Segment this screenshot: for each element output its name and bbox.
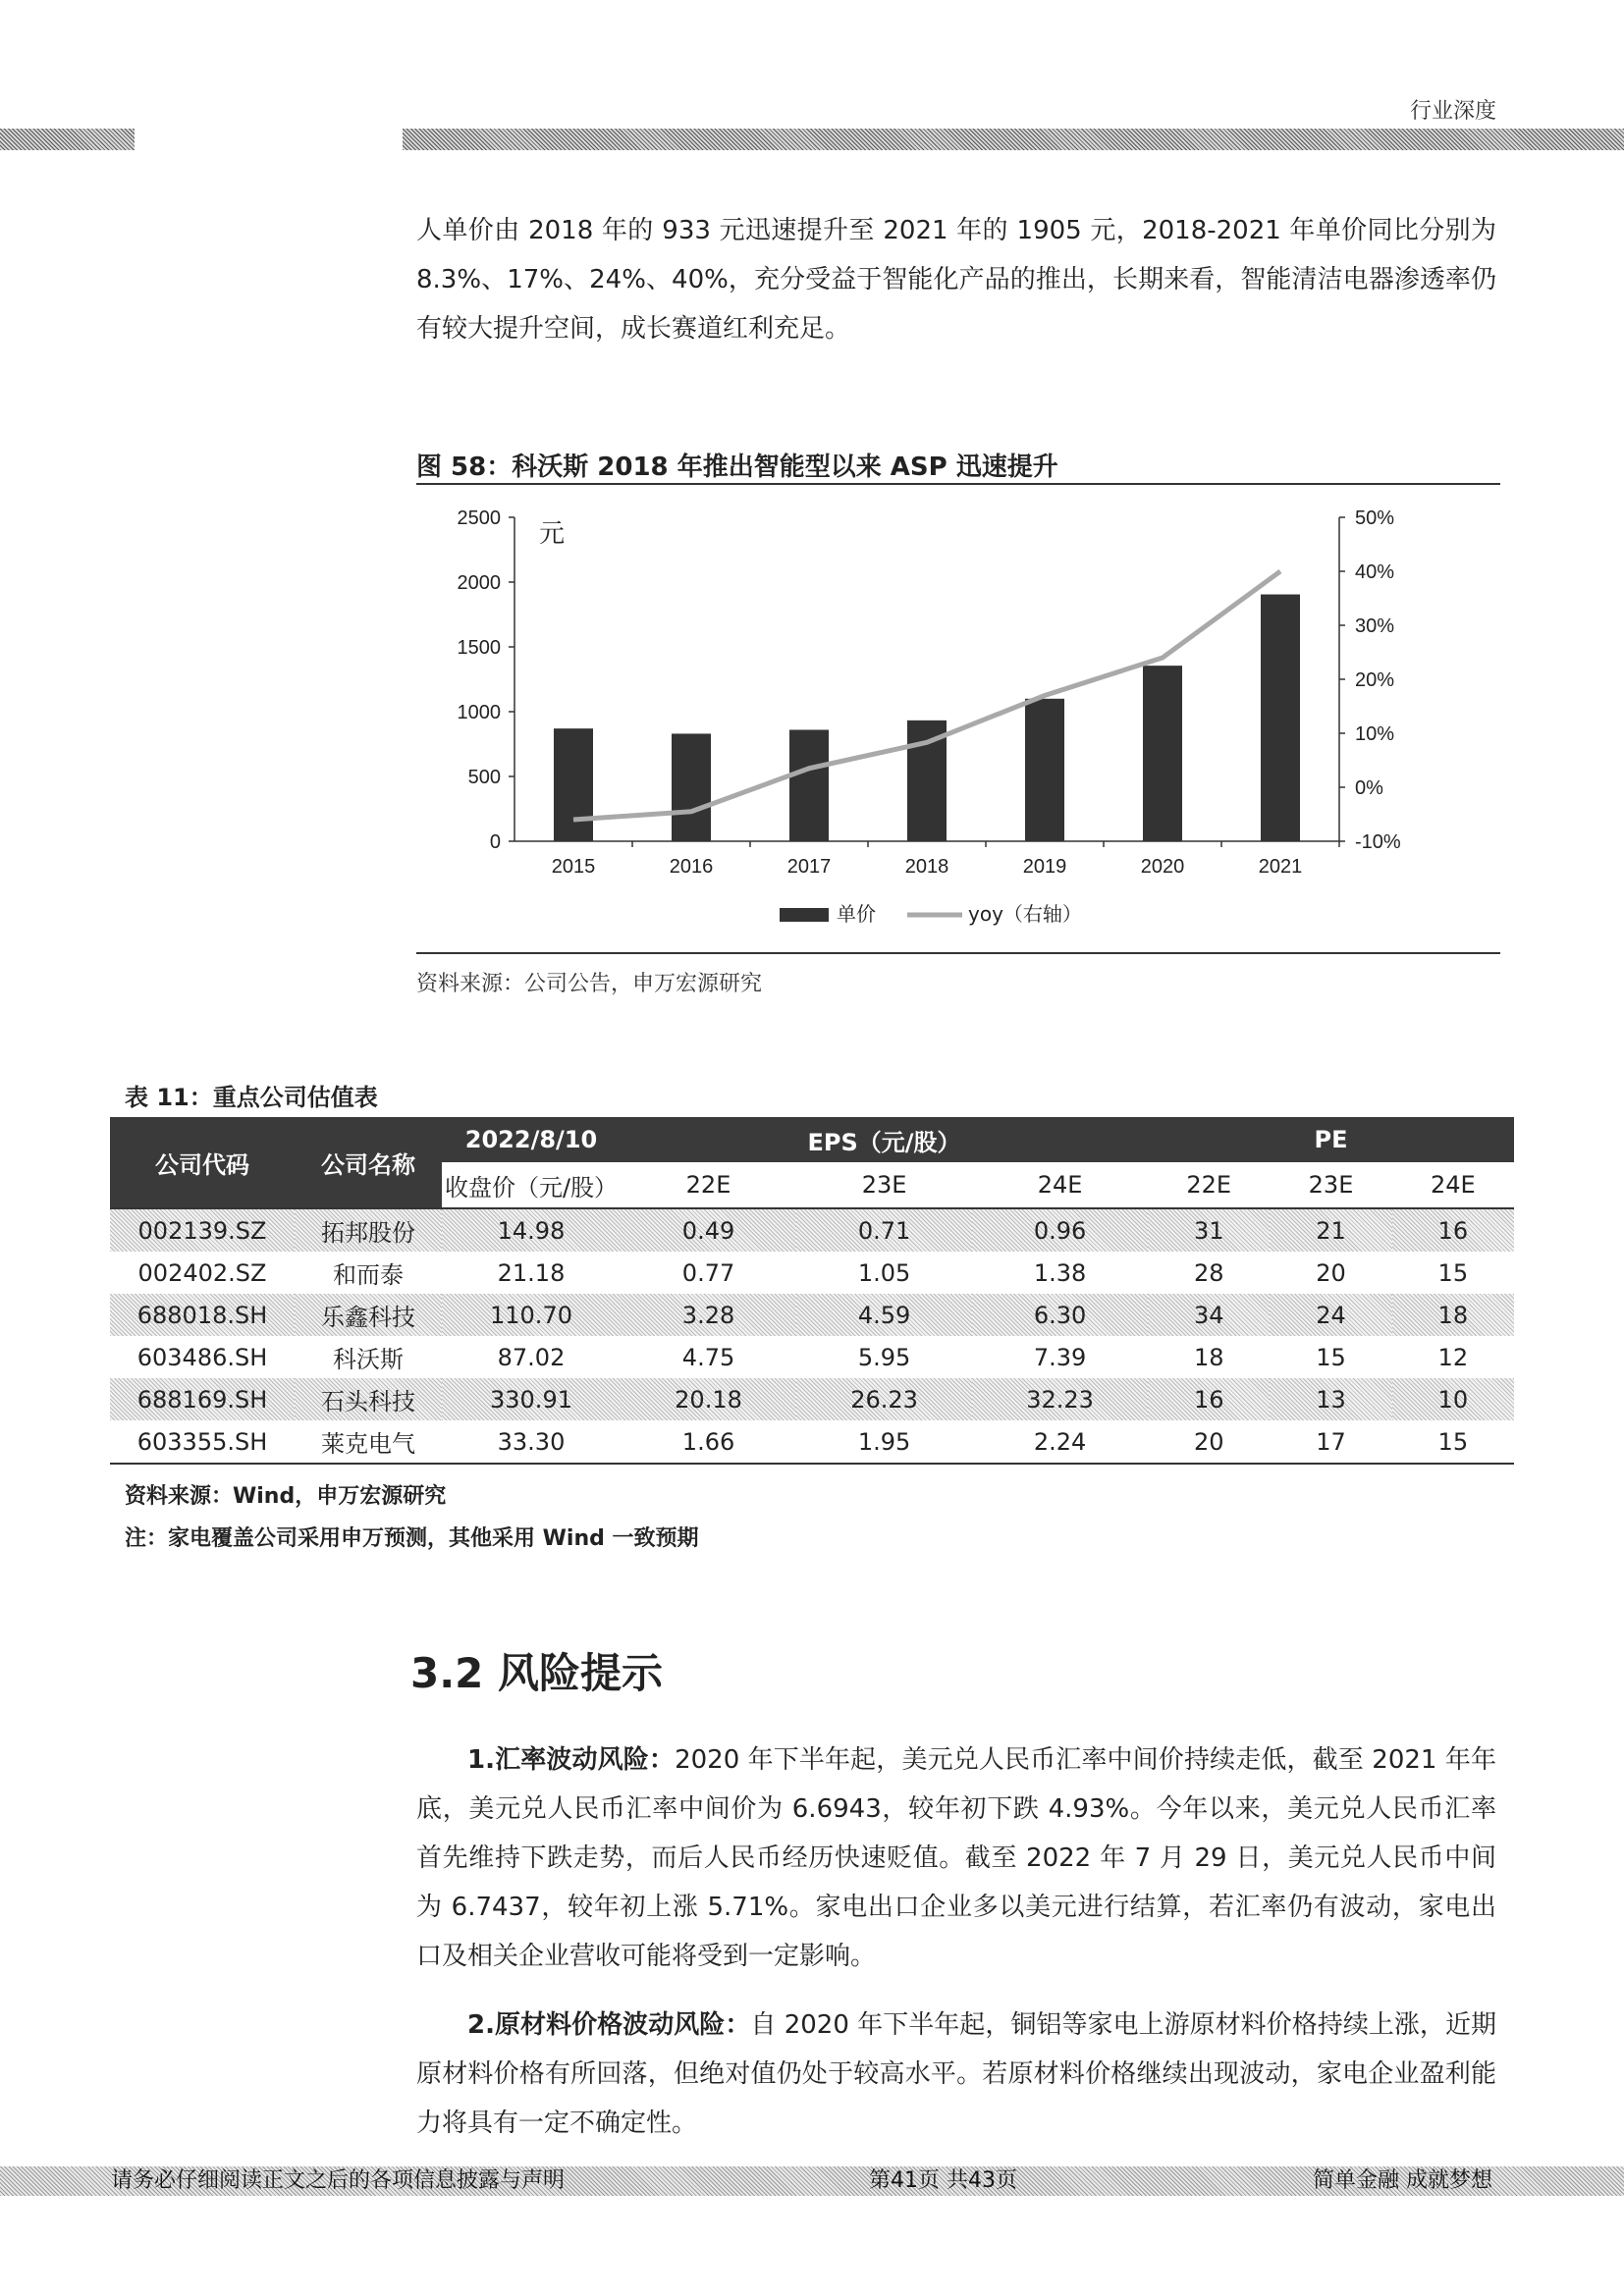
table-cell: 330.91: [442, 1378, 621, 1420]
table-cell: 002402.SZ: [137, 1258, 267, 1287]
risk-body: 自 2020 年下半年起，铜铝等家电上游原材料价格持续上涨，近期原材料价格有所回落，但绝对值仍处于较高水平。若原材料价格继续出现波动，家电企业盈利能力将具有一定不确定性。: [416, 2010, 1497, 2138]
x-tick-label: 2016: [669, 856, 714, 878]
table-row: [110, 1378, 1514, 1420]
intro-paragraph: 人单价由 2018 年的 933 元迅速提升至 2021 年的 1905 元，2018-2021 年单价同比分别为 8.3%、17%、24%、40%，充分受益于智能化产品的推出，长期来看，智能清洁电器渗透率仍有较大提升空间，成长赛道红利充足。: [416, 216, 1496, 344]
table-cell: 34: [1148, 1294, 1270, 1336]
header-bar-right: [403, 129, 1624, 150]
table-row: [110, 1420, 1514, 1464]
header-group-date: 2022/8/10: [442, 1117, 621, 1162]
x-tick-label: 2020: [1140, 856, 1185, 878]
table-cell: 33.30: [442, 1420, 621, 1464]
table-cell: 26.23: [796, 1378, 972, 1420]
bar: [1143, 666, 1182, 841]
y-left-unit: 元: [539, 519, 566, 549]
x-tick-label: 2017: [786, 856, 832, 878]
table-row: [110, 1336, 1514, 1378]
risk-paragraph-materials: [416, 2001, 1496, 2148]
table-cell: 0.71: [796, 1208, 972, 1252]
figure-bottom-rule: [416, 952, 1500, 954]
table-cell: 5.95: [857, 1343, 911, 1371]
table-cell: 1.05: [857, 1258, 911, 1287]
bar: [554, 728, 593, 841]
bar: [672, 733, 711, 841]
legend-bar-label: 单价: [837, 902, 876, 926]
table-cell: 24: [1270, 1294, 1391, 1336]
x-tick-label: 2021: [1258, 856, 1303, 878]
table-cell: 21: [1270, 1208, 1391, 1252]
section-heading: 3.2 风险提示: [410, 1649, 664, 1697]
sub-header: 24E: [1392, 1162, 1514, 1208]
table-title: 表 11：重点公司估值表: [125, 1084, 378, 1111]
figure-title: 图 58：科沃斯 2018 年推出智能型以来 ASP 迅速提升: [416, 453, 1058, 482]
table-cell: 603486.SH: [136, 1343, 268, 1371]
y-right-tick-label: 20%: [1355, 669, 1395, 691]
footer-disclaimer: 请务必仔细阅读正文之后的各项信息披露与声明: [111, 2168, 566, 2193]
table-cell: 20: [1148, 1420, 1270, 1464]
sub-header: 24E: [972, 1162, 1148, 1208]
bar: [789, 729, 829, 841]
header-label: 行业深度: [1409, 99, 1496, 124]
table-cell: 13: [1270, 1378, 1391, 1420]
footer-slogan: 简单金融 成就梦想: [1313, 2168, 1492, 2193]
y-right-tick-label: 40%: [1355, 561, 1395, 583]
table-cell: 6.30: [972, 1294, 1148, 1336]
y-left-tick-label: 500: [467, 767, 501, 788]
asp-chart: [416, 491, 1500, 947]
risk-lead: 2.原材料价格波动风险：: [467, 2010, 751, 2040]
x-tick-label: 2018: [904, 856, 949, 878]
table-cell: 21.18: [497, 1258, 566, 1287]
table-cell: 14.98: [442, 1208, 621, 1252]
table-cell: 2.24: [972, 1420, 1148, 1464]
table-cell: 20.18: [621, 1378, 796, 1420]
risk-body: 2020 年下半年起，美元兑人民币汇率中间价持续走低，截至 2021 年年底，美元兑人民币汇率中间价为 6.6943，较年初下跌 4.93%。今年以来，美元兑人民币汇率首先维持下跌走势，而后人民币经历快速贬值。截至 2022 年 7 月 29 日，美元兑人民币中间为 6.7437，较年初上涨 5.71%。家电出口企业多以美元进行结算，若汇率仍有波动，家电出口及相关企业营收可能将受到一定影响。: [416, 1745, 1496, 1971]
table-cell: 15: [1437, 1258, 1469, 1287]
table-cell: 18: [1392, 1294, 1514, 1336]
y-right-tick-label: 50%: [1355, 507, 1395, 529]
table-cell: 12: [1437, 1343, 1469, 1371]
table-cell: 20: [1316, 1258, 1346, 1287]
bar: [1261, 595, 1300, 841]
y-right-tick-label: 0%: [1355, 777, 1383, 799]
table-cell: 15: [1316, 1343, 1346, 1371]
table-cell: 科沃斯: [333, 1346, 404, 1373]
figure-top-rule: [416, 483, 1500, 485]
header-code: 公司代码: [110, 1117, 295, 1208]
sub-header: 22E: [621, 1162, 796, 1208]
header-name: 公司名称: [295, 1117, 442, 1208]
header-group-pe: PE: [1148, 1117, 1514, 1162]
table-cell: 688018.SH: [110, 1294, 295, 1336]
sub-header: 23E: [1270, 1162, 1391, 1208]
figure-source: 资料来源：公司公告，申万宏源研究: [416, 972, 763, 996]
table-cell: 和而泰: [333, 1261, 404, 1289]
table-row: [110, 1294, 1514, 1336]
table-cell: 002139.SZ: [110, 1208, 295, 1252]
table-cell: 603355.SH: [110, 1420, 295, 1464]
header-bar-left: [0, 129, 135, 150]
y-left-tick-label: 2000: [457, 572, 501, 594]
risk-paragraph-exchange: [416, 1735, 1496, 1981]
table-cell: 莱克电气: [295, 1420, 442, 1464]
table-cell: 7.39: [1033, 1343, 1087, 1371]
bar: [1025, 699, 1064, 841]
table-cell: 688169.SH: [110, 1378, 295, 1420]
table-cell: 16: [1148, 1378, 1270, 1420]
table-cell: 0.77: [681, 1258, 735, 1287]
table-source: 资料来源：Wind，申万宏源研究: [125, 1484, 447, 1509]
table-row: [110, 1208, 1514, 1252]
x-tick-label: 2015: [551, 856, 596, 878]
footer-page-number: 第41页 共43页: [869, 2168, 1017, 2193]
y-right-tick-label: 10%: [1355, 723, 1395, 745]
y-right-tick-label: -10%: [1355, 831, 1401, 853]
x-tick-label: 2019: [1022, 856, 1067, 878]
table-row: [110, 1252, 1514, 1294]
legend-bar-swatch: [780, 908, 829, 922]
table-cell: 石头科技: [295, 1378, 442, 1420]
y-left-tick-label: 1500: [457, 637, 501, 659]
table-cell: 87.02: [497, 1343, 566, 1371]
sub-header: 22E: [1148, 1162, 1270, 1208]
table-cell: 1.95: [796, 1420, 972, 1464]
sub-header: 23E: [796, 1162, 972, 1208]
table-cell: 28: [1193, 1258, 1224, 1287]
legend-line-label: yoy（右轴）: [968, 902, 1082, 926]
y-left-tick-label: 1000: [457, 702, 501, 723]
table-cell: 32.23: [972, 1378, 1148, 1420]
table-cell: 15: [1392, 1420, 1514, 1464]
table-cell: 4.75: [681, 1343, 735, 1371]
table-cell: 3.28: [621, 1294, 796, 1336]
risk-lead: 1.汇率波动风险：: [467, 1745, 676, 1775]
table-cell: 110.70: [442, 1294, 621, 1336]
y-left-tick-label: 0: [489, 831, 501, 853]
y-left-tick-label: 2500: [457, 507, 501, 529]
valuation-table: [110, 1117, 1514, 1465]
table-cell: 0.49: [621, 1208, 796, 1252]
table-cell: 4.59: [796, 1294, 972, 1336]
table-cell: 拓邦股份: [295, 1208, 442, 1252]
table-note: 注：家电覆盖公司采用申万预测，其他采用 Wind 一致预期: [125, 1526, 699, 1551]
sub-header: 收盘价（元/股）: [442, 1162, 621, 1208]
table-cell: 10: [1392, 1378, 1514, 1420]
table-cell: 18: [1193, 1343, 1224, 1371]
y-right-tick-label: 30%: [1355, 615, 1395, 637]
table-cell: 31: [1148, 1208, 1270, 1252]
header-group-eps: EPS（元/股）: [621, 1117, 1148, 1162]
table-cell: 0.96: [972, 1208, 1148, 1252]
table-cell: 1.66: [621, 1420, 796, 1464]
table-cell: 乐鑫科技: [295, 1294, 442, 1336]
table-cell: 17: [1270, 1420, 1391, 1464]
table-cell: 16: [1392, 1208, 1514, 1252]
table-cell: 1.38: [1033, 1258, 1087, 1287]
